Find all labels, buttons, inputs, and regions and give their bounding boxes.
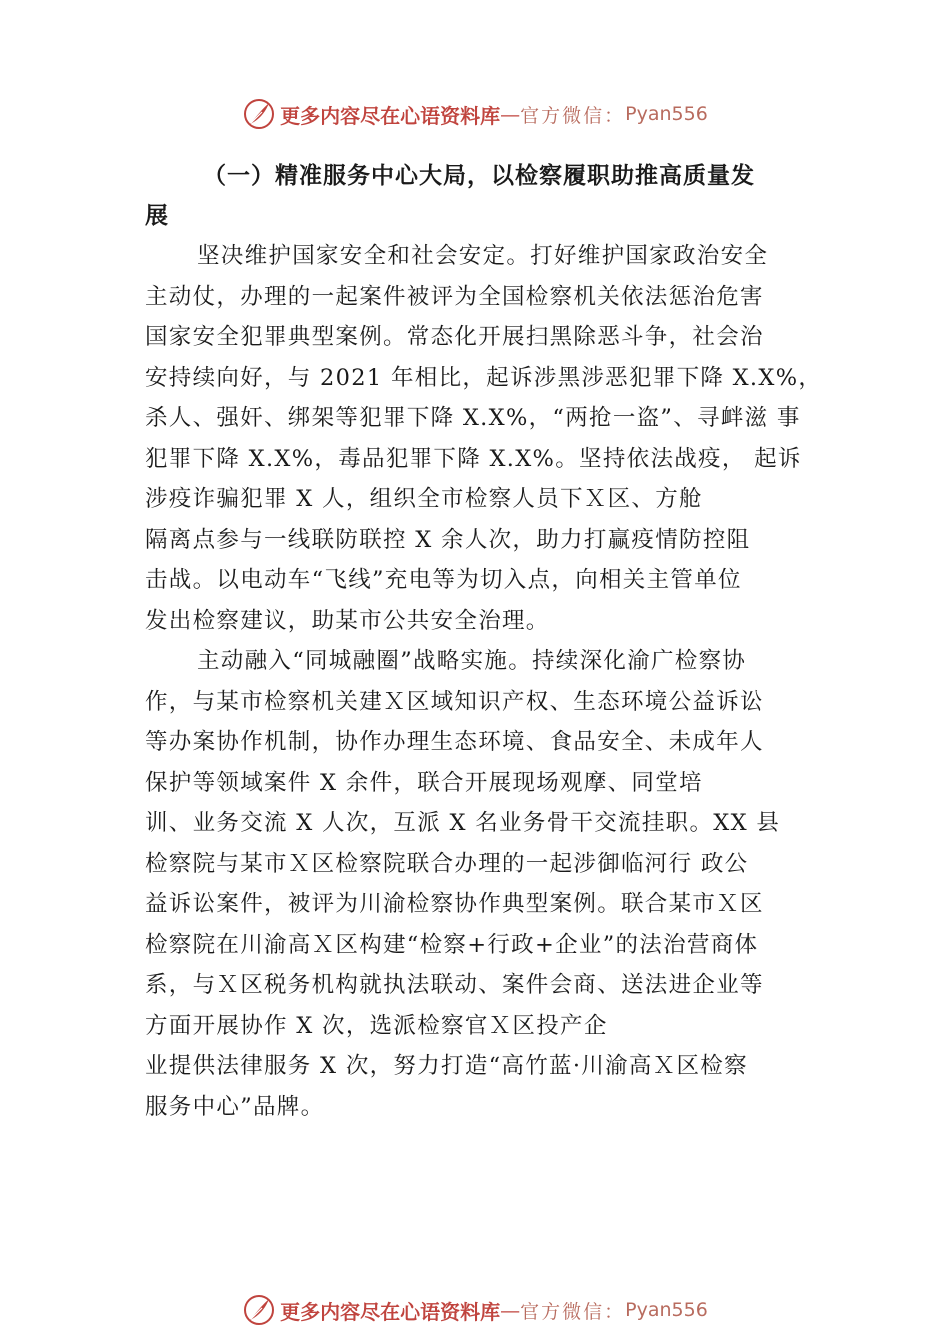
watermark-header bbox=[0, 96, 950, 132]
text-line: 业提供法律服务 X 次，努力打造“高竹蓝·川渝高Ｘ区检察 bbox=[145, 1053, 748, 1079]
text-line: 涉疫诈骗犯罪 X 人，组织全市检察人员下Ｘ区、方舱 bbox=[145, 486, 703, 512]
paragraph-city-integration bbox=[145, 641, 825, 1127]
text-line: 安持续向好，与 2021 年相比，起诉涉黑涉恶犯罪下降 X.X%， bbox=[145, 364, 823, 391]
text-line: 隔离点参与一线联防联控 X 余人次，助力打赢疫情防控阻 bbox=[145, 526, 751, 553]
watermark-wechat-label: 官方微信： bbox=[520, 1300, 626, 1323]
text-line: 益诉讼案件，被评为川渝检察协作典型案例。联合某市Ｘ区 bbox=[145, 891, 764, 917]
watermark-footer bbox=[0, 1292, 950, 1328]
watermark-title: 更多内容尽在心语资料库 bbox=[280, 103, 501, 128]
text-line: 服务中心”品牌。 bbox=[145, 1093, 325, 1120]
paragraph-national-security bbox=[145, 236, 825, 641]
text-line: 坚决维护国家安全和社会安定。打好维护国家政治安全 bbox=[197, 243, 769, 269]
feather-logo-icon bbox=[242, 97, 276, 131]
text-line: 国家安全犯罪典型案例。常态化开展扫黑除恶斗争，社会治 bbox=[145, 324, 764, 350]
text-line: 发出检察建议，助某市公共安全治理。 bbox=[145, 607, 550, 634]
text-line: 主动仗，办理的一起案件被评为全国检察机关依法惩治危害 bbox=[145, 283, 764, 310]
text-line: 犯罪下降 X.X%，毒品犯罪下降 X.X%。坚持依法战疫， 起诉 bbox=[145, 445, 802, 472]
text-line: 保护等领域案件 X 余件，联合开展现场观摩、同堂培 bbox=[145, 769, 703, 796]
text-line: 作，与某市检察机关建Ｘ区域知识产权、生态环境公益诉讼 bbox=[145, 688, 764, 715]
text-line: 击战。以电动车“飞线”充电等为切入点，向相关主管单位 bbox=[145, 567, 742, 593]
section-heading bbox=[145, 156, 825, 236]
watermark-dash: — bbox=[500, 102, 521, 126]
text-line: 检察院与某市Ｘ区检察院联合办理的一起涉御临河行 政公 bbox=[145, 850, 749, 877]
text-line: 等办案协作机制，协作办理生态环境、食品安全、未成年人 bbox=[145, 729, 764, 755]
heading-line: 展 bbox=[145, 202, 169, 229]
watermark-title: 更多内容尽在心语资料库 bbox=[280, 1299, 501, 1324]
watermark-dash: — bbox=[500, 1298, 521, 1322]
text-line: 主动融入“同城融圈”战略实施。持续深化渝广检察协 bbox=[197, 648, 747, 674]
document-body bbox=[145, 156, 825, 1127]
watermark-wechat-id: Pyan556 bbox=[625, 1299, 708, 1321]
text-line: 检察院在川渝高Ｘ区构建“检察+行政+企业”的法治营商体 bbox=[145, 931, 759, 958]
watermark-wechat-id: Pyan556 bbox=[625, 103, 708, 125]
text-line: 系，与Ｘ区税务机构就执法联动、案件会商、送法进企业等 bbox=[145, 972, 764, 998]
text-line: 杀人、强奸、绑架等犯罪下降 X.X%，“两抢一盗”、寻衅滋 事 bbox=[145, 405, 801, 431]
watermark-wechat-label: 官方微信： bbox=[520, 104, 626, 127]
text-line: 训、业务交流 X 人次，互派 X 名业务骨干交流挂职。XX 县 bbox=[145, 810, 781, 836]
text-line: 方面开展协作 X 次，选派检察官Ｘ区投产企 bbox=[145, 1012, 608, 1039]
heading-line: （一）精准服务中心大局，以检察履职助推高质量发 bbox=[203, 162, 755, 189]
feather-logo-icon bbox=[242, 1293, 276, 1327]
